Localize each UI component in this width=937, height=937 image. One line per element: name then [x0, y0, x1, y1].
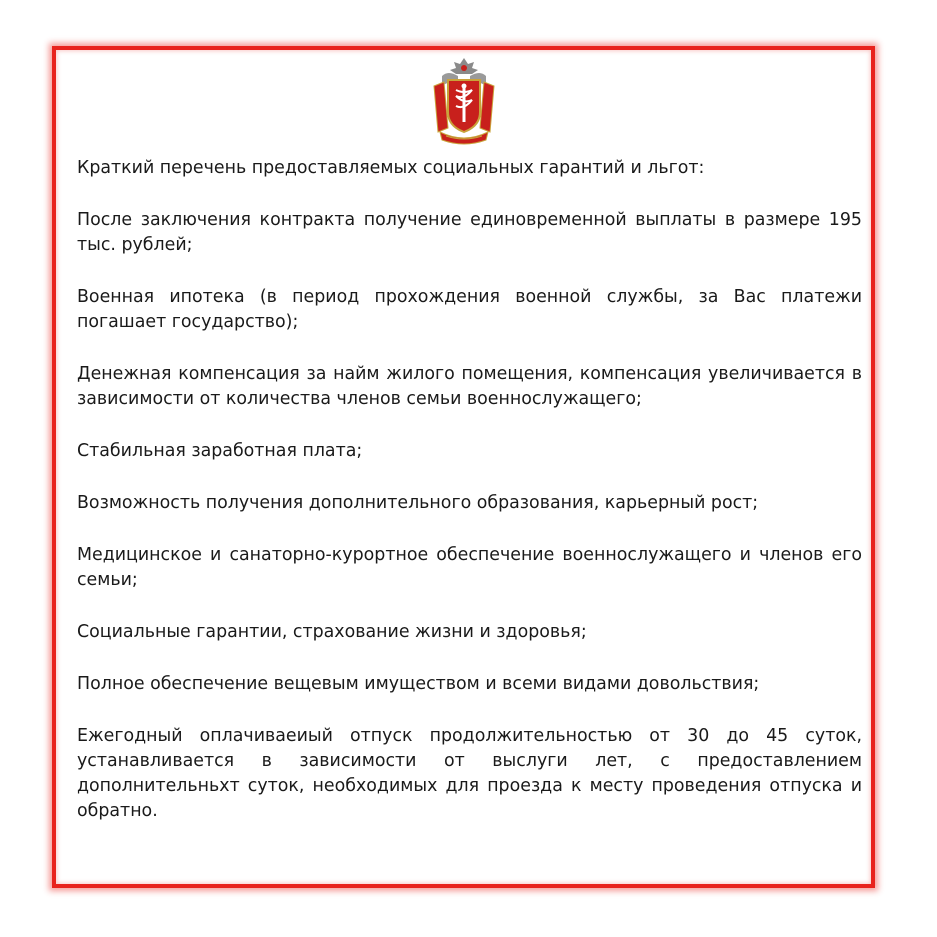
- military-emblem-icon: [428, 56, 500, 146]
- list-item: Медицинское и санаторно-курортное обеспечение военнослужащего и членов его семьи;: [77, 545, 862, 590]
- list-item: После заключения контракта получение единовременной выплаты в размере 195 тыс. рублей;: [77, 210, 862, 255]
- list-item: Стабильная заработная плата;: [77, 441, 363, 461]
- intro-text: Краткий перечень предоставляемых социальных гарантий и льгот:: [77, 158, 705, 178]
- benefits-list: [77, 156, 862, 851]
- list-item: Полное обеспечение вещевым имуществом и всеми видами довольствия;: [77, 674, 760, 694]
- list-item: Ежегодный оплачиваеиый отпуск продолжительностью от 30 до 45 суток, устанавливается в зависимости от выслуги лет, с предоставлением дополнительньхт суток, необходимых для проезда к месту проведения отпуска и обратно.: [77, 726, 862, 821]
- list-item: Военная ипотека (в период прохождения военной службы, за Вас платежи погашает государство);: [77, 287, 862, 332]
- list-item: Денежная компенсация за найм жилого помещения, компенсация увеличивается в зависимости от количества членов семьи военнослужащего;: [77, 364, 862, 409]
- list-item: Социальные гарантии, страхование жизни и здоровья;: [77, 622, 587, 642]
- list-item: Возможность получения дополнительного образования, карьерный рост;: [77, 493, 759, 513]
